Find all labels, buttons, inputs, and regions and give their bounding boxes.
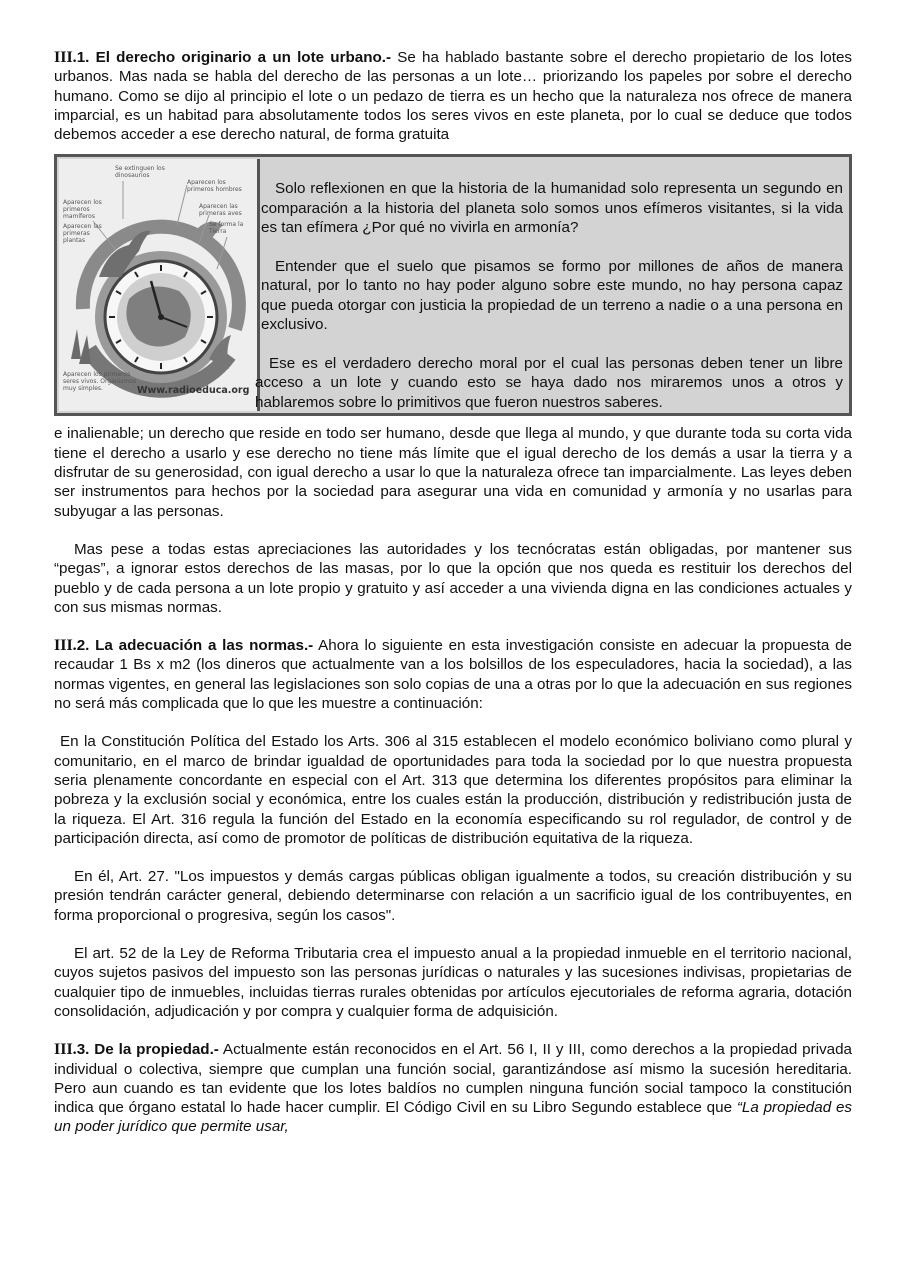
civil-code-quote: “La propiedad es un poder jurídico que permite usar, bbox=[54, 1099, 852, 1136]
section-1-paragraph-3: Mas pese a todas estas apreciaciones las autoridades y los tecnócratas están obligadas, por mantener sus “pegas”, a ignorar estos derechos de las masas, por lo que la opción que nos queda es restituir los derechos del pueblo y de cada persona a un lote propio y gratuito y así acceder a una vivienda digna en las condiciones actuales y con sus mismas normas. bbox=[54, 540, 852, 616]
section-1-text: Se ha hablado bastante sobre el derecho propietario de los lotes urbanos. Mas nada se habla del derecho de las personas a un lote… priorizando los papeles por sobre el derecho humano. Como se dijo al principio el lote o un pedazo de tierra es un hecho que la naturaleza nos ofrece de manera imparcial, es un habitad para absolutamente todos los seres vivos en este planeta, por lo cual se deduce que todos debemos acceder a ese derecho natural, de forma gratuita bbox=[54, 49, 852, 144]
reflection-text bbox=[255, 179, 843, 412]
earth-clock-illustration bbox=[59, 159, 260, 411]
image-watermark: Www.radioeduca.org bbox=[137, 385, 250, 397]
section-2-heading: 2. La adecuación a las normas.- bbox=[76, 637, 314, 655]
section-3-paragraph bbox=[54, 1040, 852, 1136]
section-3-number: III. bbox=[54, 1041, 77, 1059]
image-label-earth: Se forma la Tierra bbox=[209, 221, 244, 236]
section-2-paragraph-3: En él, Art. 27. "Los impuestos y demás cargas públicas obligan igualmente a todos, su creación distribución y su presión tendrán carácter general, debiendo determinarse con relación a un sacrificio igual de los contribuyentes, en forma proporcional o progresiva, según los casos". bbox=[54, 868, 852, 924]
image-label-birds: Aparecen las primeras aves bbox=[199, 203, 242, 218]
section-1-paragraph bbox=[54, 48, 852, 144]
reflection-paragraph-2: Entender que el suelo que pisamos se formo por millones de años de manera natural, por lo tanto no hay poder alguno sobre este mundo, no hay persona capaz que pueda otorgar con justicia la propiedad de un terreno a nadie o a una persona en exclusivo. bbox=[261, 257, 843, 334]
section-1-heading: 1. El derecho originario a un lote urbano.- bbox=[76, 49, 392, 66]
reflection-box bbox=[54, 154, 852, 416]
section-1-paragraph-2: e inalienable; un derecho que reside en todo ser humano, desde que llega al mundo, y que durante toda su corta vida tiene el derecho a usarlo y ese derecho no tiene más límite que el igual derecho de los demás a usar la tierra y a disfrutar de su generosidad, con igual derecho a usar lo que la naturaleza ofrece tan imparcialmente. Las leyes deben ser instrumentos para hechos por la sociedad para asegurar una vida en comunidad y armonía y no usarlas para subyugar a las personas. bbox=[54, 425, 852, 520]
image-label-dinosaurs: Se extinguen los dinosaurios bbox=[115, 165, 165, 180]
image-label-men: Aparecen los primeros hombres bbox=[187, 179, 242, 194]
section-1-number: III. bbox=[54, 49, 77, 66]
section-3-heading: 3. De la propiedad.- bbox=[76, 1041, 219, 1059]
image-label-plants: Aparecen las primeras plantas bbox=[63, 223, 102, 245]
section-2-paragraph bbox=[54, 636, 852, 713]
reflection-paragraph-3: Ese es el verdadero derecho moral por el cual las personas deben tener un libre acceso a un lote y cuando esto se haya dado nos miraremos unos a otros y hablaremos sobre lo primitivos que fueron nuestros saberes. bbox=[255, 354, 843, 411]
section-2-paragraph-4: El art. 52 de la Ley de Reforma Tributaria crea el impuesto anual a la propiedad inmueble en el territorio nacional, cuyos sujetos pasivos del impuesto son las personas jurídicas o naturales y las sucesiones indivisas, propietarias de cualquier tipo de inmuebles, incluidas tierras rurales obtenidas por artículos ejecutoriales de reforma agraria, dotación consolidación, adjudicación y por compra y cualquier forma de adquisición. bbox=[54, 945, 852, 1020]
image-label-mammals: Aparecen los primeros mamíferos bbox=[63, 199, 102, 221]
section-3-text: Actualmente están reconocidos en el Art. 56 I, II y III, como derechos a la propiedad privada individual o colectiva, siempre que cumplan una función social, garantizándose así mismo la sucesión hereditaria. Pero aun cuando es tan evidente que los lotes baldíos no cumplen ninguna función social tampoco la constitución indica que órgano estatal lo hade hacer cumplir. El Código Civil en su Libro Segundo establece que bbox=[54, 1041, 852, 1117]
section-2-text: Ahora lo siguiente en esta investigación consiste en adecuar la propuesta de recaudar 1 Bs x m2 (los dineros que actualmente van a los bolsillos de los especuladores, hacia la sociedad), a las normas vigentes, en general las legislaciones son solo copias de una a otras por lo que la adecuación en sus regiones no será más complicada que lo que les muestre a continuación: bbox=[54, 637, 852, 713]
section-2-number: III. bbox=[54, 637, 77, 655]
reflection-paragraph-1: Solo reflexionen en que la historia de la humanidad solo representa un segundo en comparación a la historia del planeta solo somos unos efímeros visitantes, si la vida es tan efímera ¿Por qué no vivirla en armonía? bbox=[261, 180, 843, 237]
section-2-paragraph-2: En la Constitución Política del Estado los Arts. 306 al 315 establecen el modelo económico boliviano como plural y comunitario, en el marco de brindar igualdad de oportunidades para toda la sociedad por lo que nuestra propuesta seria plenamente concordante en especial con el Art. 313 que determina los diferentes propósitos para eliminar la pobreza y la exclusión social y económica, entre los cuales están la producción, distribución y redistribución justa de la riqueza. El Art. 316 regula la función del Estado en la economía especificando su rol regulador, de control y de participación directa, así como de promotor de políticas de distribución equitativa de la riqueza. bbox=[54, 733, 852, 847]
image-label-first-life: Aparecen los primeros seres vivos. Organismos muy simples. bbox=[63, 371, 137, 393]
document-page bbox=[54, 48, 852, 1137]
